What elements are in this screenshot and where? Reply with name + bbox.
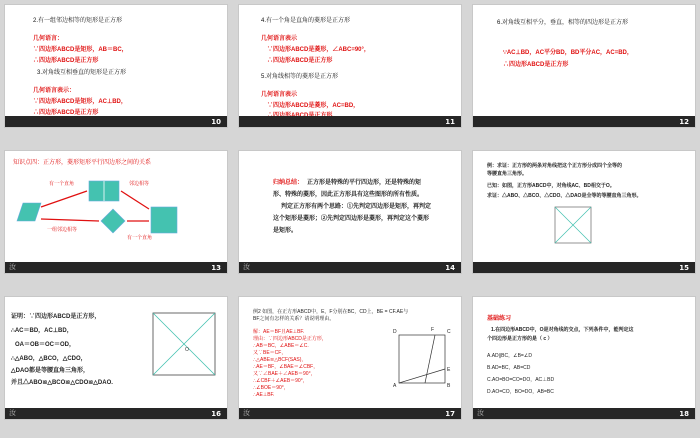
square-diagonals-diagram bbox=[5, 297, 228, 420]
slide-footer-bar bbox=[473, 116, 695, 127]
shape-relationship-diagram bbox=[5, 151, 228, 274]
slide-text: 2.有一组邻边相等的矩形是正方形 bbox=[33, 18, 123, 24]
slide-icon: 汝 bbox=[477, 409, 484, 417]
slide-text: D.AO=CO，BO=DO，AB=BC bbox=[487, 389, 554, 395]
diagram-label: 有一个直角 bbox=[49, 181, 75, 187]
diagram-label: 邻边相等 bbox=[129, 181, 150, 187]
slide-text: 又∵∠BAE＋∠AEB＝90°， bbox=[253, 371, 316, 377]
slide-text: 几何语言表示： bbox=[33, 88, 76, 94]
slide-text: 6.对角线互相平分，垂直，相等的四边形是正方形 bbox=[497, 20, 629, 26]
slide-text: 个四边形是正方形的是（ c ） bbox=[487, 336, 553, 342]
vertex-label: O bbox=[185, 347, 189, 353]
slide-text: 例：求证：正方形的两条对角线把这个正方形分成四个全等的 bbox=[487, 163, 623, 169]
slide-text: ∴AC＝BD，AC⊥BD， bbox=[11, 328, 73, 334]
slide-icon: 汝 bbox=[9, 409, 16, 417]
slide-number: 16 bbox=[211, 410, 221, 418]
slide-text: 4.有一个角是直角的菱形是正方形 bbox=[261, 18, 351, 24]
slide-text: ∴四边形ABCD是正方形 bbox=[33, 58, 99, 64]
slide-footer-bar bbox=[239, 262, 461, 273]
slide-icon: 汝 bbox=[243, 409, 250, 417]
slide-text: ∴四边形ABCD是正方形 bbox=[503, 62, 569, 68]
slide-text: ∴∠CBF＋∠AEB＝90°， bbox=[253, 378, 308, 384]
slide-text: ∵四边形ABCD是矩形，AB＝BC， bbox=[33, 47, 128, 53]
slide-text: A.AD∥BC，∠B=∠D bbox=[487, 353, 532, 359]
arrow-line bbox=[121, 191, 149, 209]
slide-footer-bar bbox=[5, 262, 227, 273]
slide-text: 判定正方形有两个思路：①先判定四边形是矩形，再判定 bbox=[281, 204, 432, 210]
slide-thumbnail-13[interactable] bbox=[4, 150, 228, 274]
point-label: F bbox=[431, 327, 435, 333]
slide-icon: 汝 bbox=[9, 263, 16, 271]
arrow-line bbox=[41, 191, 87, 207]
slide-text: BF之间有怎样的关系？请说明理由。 bbox=[253, 316, 335, 322]
slide-heading: 基础练习 bbox=[487, 316, 512, 322]
slide-footer-bar bbox=[5, 116, 227, 127]
slide-title: 知识点四：正方形，菱形矩形平行四边形之间的关系 bbox=[13, 160, 152, 166]
slide-thumbnail-17[interactable] bbox=[238, 296, 462, 420]
slide-icon: 汝 bbox=[243, 263, 250, 271]
slide-thumbnail-15[interactable] bbox=[472, 150, 696, 274]
slide-thumbnail-11[interactable] bbox=[238, 4, 462, 128]
slide-text: ∴△ABE≌△BCF(SAS)， bbox=[253, 357, 307, 363]
point-label: C bbox=[447, 329, 451, 335]
slide-text: ∴AE⊥BF. bbox=[253, 392, 275, 398]
slide-text: 理由：∵四边形ABCD是正方形， bbox=[253, 336, 327, 342]
point-label: A bbox=[393, 383, 397, 389]
slide-text: 等腰直角三角形。 bbox=[487, 171, 528, 177]
parallelogram-shape bbox=[17, 203, 41, 221]
slide-thumbnail-12[interactable] bbox=[472, 4, 696, 128]
slide-footer-bar bbox=[473, 262, 695, 273]
slide-footer-bar bbox=[5, 408, 227, 419]
slide-text: 3.对角线互相垂直的矩形是正方形 bbox=[37, 70, 127, 76]
slide-text: ∵四边形ABCD是菱形，∠ABC=90°， bbox=[267, 47, 370, 53]
slide-thumbnail-16[interactable] bbox=[4, 296, 228, 420]
slide-text: 5.对角线相等的菱形是正方形 bbox=[261, 74, 339, 80]
slide-number: 14 bbox=[445, 264, 455, 272]
slide-text: ∴四边形ABCD是正方形 bbox=[33, 110, 99, 116]
slide-text: 形、特殊的菱形，因此正方形具有这些图形的所有性质。 bbox=[273, 192, 424, 198]
arrow-line bbox=[41, 219, 99, 221]
slide-text: 几何语言表示 bbox=[261, 36, 298, 42]
point-label: B bbox=[447, 383, 451, 389]
square-diagram bbox=[473, 151, 696, 274]
slide-text: 证明：∵四边形ABCD是正方形， bbox=[11, 314, 101, 320]
slide-text: C.AO=BO=CO=DO，AC⊥BD bbox=[487, 377, 555, 383]
slide-number: 15 bbox=[679, 264, 689, 272]
slide-heading: 归纳总结： bbox=[273, 180, 304, 186]
slide-number: 13 bbox=[211, 264, 221, 272]
rhombus-shape bbox=[101, 209, 125, 233]
slide-text: ∵AC⊥BD，AC平分BD，BD平分AC，AC=BD， bbox=[503, 50, 633, 56]
slide-text: 1.在四边形ABCD中，O是对角线的交点，下列条件中，能判定这 bbox=[491, 327, 634, 333]
slide-text: ∴AE＝BF，∠BAE＝∠CBF， bbox=[253, 364, 319, 370]
slide-text: ∵四边形ABCD是矩形，AC⊥BD， bbox=[33, 99, 127, 105]
slide-footer-bar bbox=[239, 116, 461, 127]
slide-number: 17 bbox=[445, 410, 455, 418]
slide-text: ∴四边形ABCD是正方形 bbox=[267, 58, 333, 64]
square-shape bbox=[151, 207, 177, 233]
slide-footer-bar bbox=[239, 408, 461, 419]
slide-text: 求证：△ABO、△BCO、△CDO、△DAO是全等的等腰直角三角形。 bbox=[487, 193, 642, 199]
slide-thumbnail-14[interactable] bbox=[238, 150, 462, 274]
slide-number: 12 bbox=[679, 118, 689, 126]
slide-number: 18 bbox=[679, 410, 689, 418]
slide-thumbnail-10[interactable] bbox=[4, 4, 228, 128]
diagram-label: 有一个直角 bbox=[127, 235, 153, 241]
diagram-label: 一组邻边相等 bbox=[47, 227, 78, 233]
slide-text: 并且△ABO≌△BCO≌△CDO≌△DAO. bbox=[11, 380, 113, 386]
slide-number: 11 bbox=[445, 118, 455, 126]
slide-text: △DAO都是等腰直角三角形， bbox=[11, 368, 89, 374]
slide-text: 几何语言： bbox=[33, 36, 64, 42]
slide-text: 正方形是特殊的平行四边形，还是特殊的矩 bbox=[307, 180, 422, 186]
slide-text: ∴AB＝BC，∠ABE＝∠C. bbox=[253, 343, 309, 349]
point-label: D bbox=[393, 329, 397, 335]
slide-text: 几何语言表示 bbox=[261, 92, 298, 98]
slide-text: ∵四边形ABCD是菱形，AC=BD， bbox=[267, 103, 360, 109]
geometry-figure bbox=[239, 297, 462, 420]
slide-number: 10 bbox=[211, 118, 221, 126]
point-label: E bbox=[447, 367, 451, 373]
slide-footer-bar bbox=[473, 408, 695, 419]
slide-text: B.AD=BC，AB=CD bbox=[487, 365, 531, 371]
slide-text: 是矩形。 bbox=[273, 228, 298, 234]
slide-text: ∴∠BOE＝90°， bbox=[253, 385, 289, 391]
slide-text: 解：AE＝BF且AE⊥BF. bbox=[253, 329, 305, 335]
slide-text: 例2 如图，在正方形ABCD中，E，F分别在BC，CD上，BE = CF.AE与 bbox=[253, 309, 409, 315]
slide-text: 这个矩形是菱形；②先判定四边形是菱形，再判定这个菱形 bbox=[273, 216, 430, 222]
slide-text: ∴△ABO，△BCO，△CDO， bbox=[11, 356, 87, 362]
slide-text: 又∵BE＝CF， bbox=[253, 350, 287, 356]
slide-text: OA＝OB＝OC＝OD， bbox=[15, 342, 76, 348]
slide-text: 已知：如图，正方形ABCD中，对角线AC、BD相交于O。 bbox=[487, 183, 615, 189]
slide-thumbnail-18[interactable] bbox=[472, 296, 696, 420]
